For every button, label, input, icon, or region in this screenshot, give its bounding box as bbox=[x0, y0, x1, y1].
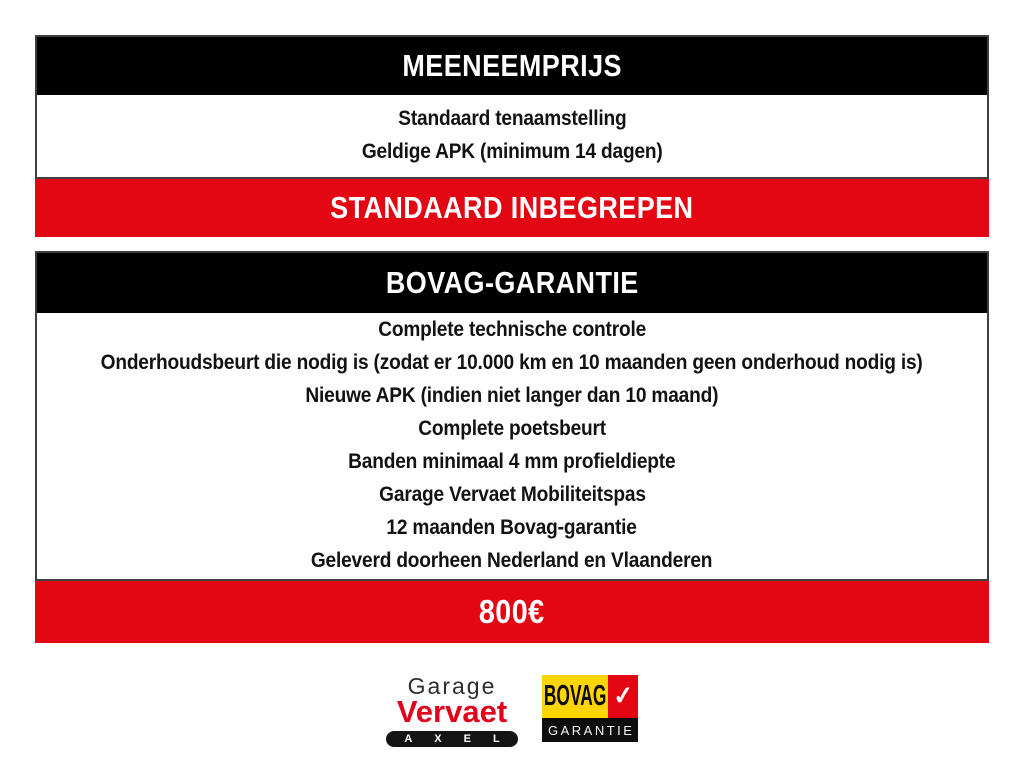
bovag-logo-yellow-cell bbox=[542, 675, 608, 718]
list-item bbox=[37, 347, 987, 380]
list-item bbox=[37, 512, 987, 545]
list-item-text: Complete technische controle bbox=[378, 318, 646, 341]
meeneemprijs-box bbox=[35, 35, 989, 179]
list-item bbox=[37, 446, 987, 479]
vervaet-text: Vervaet bbox=[396, 694, 508, 729]
list-item bbox=[37, 103, 987, 136]
list-item-text: Geleverd doorheen Nederland en Vlaanderen bbox=[311, 549, 713, 572]
meeneemprijs-header-bar bbox=[37, 37, 987, 95]
list-item-text: Geldige APK (minimum 14 dagen) bbox=[361, 140, 663, 163]
list-item bbox=[37, 314, 987, 347]
list-item-text: Garage Vervaet Mobiliteitspas bbox=[378, 483, 646, 506]
list-item bbox=[37, 545, 987, 578]
garage-vervaet-logo bbox=[386, 673, 522, 747]
bovag-logo-text: BOVAG bbox=[543, 680, 607, 712]
garantie-text: GARANTIE bbox=[548, 722, 635, 738]
banner-text: STANDAARD INBEGREPEN bbox=[330, 190, 694, 225]
bovag-logo-red-cell bbox=[608, 675, 638, 718]
price-banner bbox=[35, 581, 989, 643]
meeneemprijs-title: MEENEEMPRIJS bbox=[402, 48, 622, 83]
list-item-text: Onderhoudsbeurt die nodig is (zodat er 10.000 km en 10 maanden geen onderhoud nodig is) bbox=[101, 351, 923, 374]
bovag-box bbox=[35, 251, 989, 581]
axel-pill bbox=[386, 731, 522, 747]
list-item bbox=[37, 479, 987, 512]
bovag-header-bar bbox=[37, 253, 987, 313]
bovag-garantie-logo bbox=[542, 675, 638, 742]
list-item bbox=[37, 380, 987, 413]
bovag-logo-top bbox=[542, 675, 638, 718]
price-text: 800€ bbox=[479, 593, 545, 630]
list-item-text: Standaard tenaamstelling bbox=[397, 107, 627, 130]
bovag-garantie-card bbox=[35, 251, 989, 643]
list-item-text: Banden minimaal 4 mm profieldiepte bbox=[348, 450, 676, 473]
list-item-text: 12 maanden Bovag-garantie bbox=[386, 516, 638, 539]
checkmark-icon: ✓ bbox=[611, 680, 635, 712]
list-item bbox=[37, 136, 987, 169]
standaard-inbegrepen-banner bbox=[35, 179, 989, 237]
axel-text: AXEL bbox=[404, 732, 522, 745]
meeneemprijs-items bbox=[37, 95, 987, 177]
bovag-logo-garantie-bar bbox=[542, 718, 638, 742]
bovag-items bbox=[37, 313, 987, 579]
list-item-text: Nieuwe APK (indien niet langer dan 10 maand) bbox=[305, 384, 719, 407]
meeneemprijs-card bbox=[35, 35, 989, 237]
list-item-text: Complete poetsbeurt bbox=[418, 417, 606, 440]
garage-text: Garage bbox=[407, 673, 497, 699]
footer-logos bbox=[0, 674, 1024, 747]
list-item bbox=[37, 413, 987, 446]
bovag-title: BOVAG-GARANTIE bbox=[385, 265, 639, 300]
